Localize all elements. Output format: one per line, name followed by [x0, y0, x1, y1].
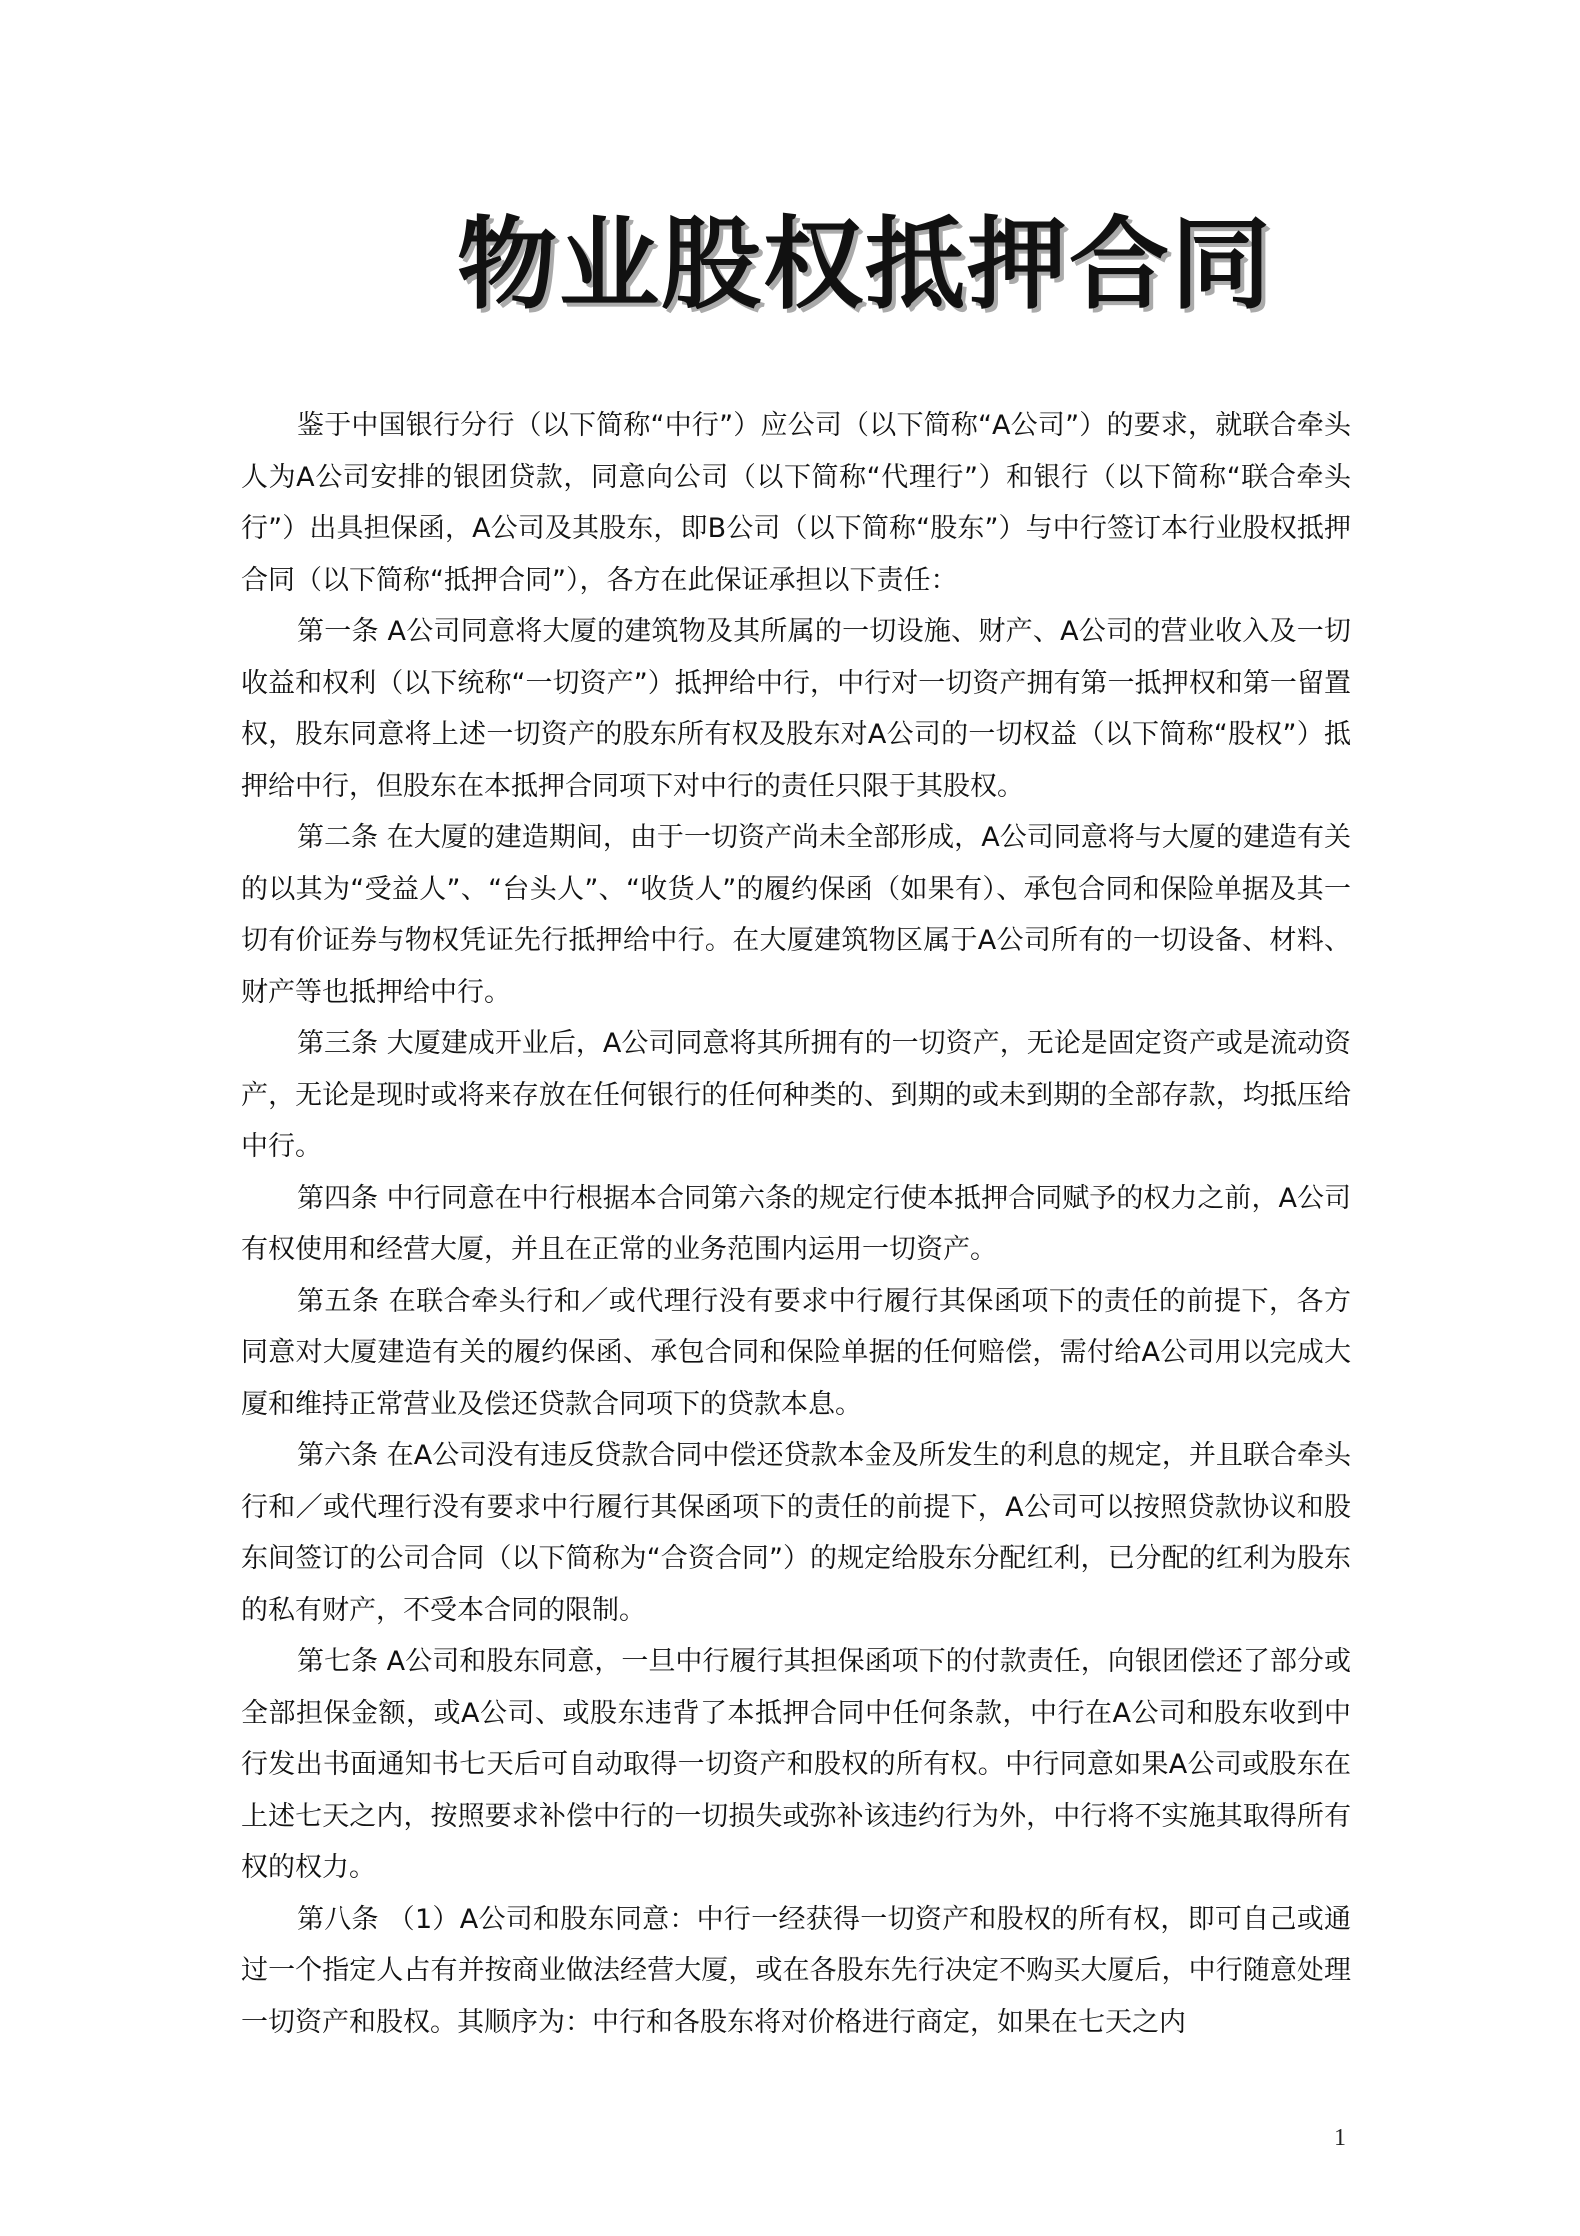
paragraph-article-2: 第二条 在大厦的建造期间，由于一切资产尚未全部形成，A公司同意将与大厦的建造有关的以其为“受益人”、“台头人”、“收货人”的履约保函（如果有）、承包合同和保险单据及其一切有价证券与物权凭证先行抵押给中行。在大厦建筑物区属于A公司所有的一切设备、材料、财产等也抵押给中行。	[241, 822, 1351, 1008]
paragraph-article-5: 第五条 在联合牵头行和／或代理行没有要求中行履行其保函项下的责任的前提下，各方同意对大厦建造有关的履约保函、承包合同和保险单据的任何赔偿，需付给A公司用以完成大厦和维持正常营业及偿还贷款合同项下的贷款本息。	[241, 1285, 1351, 1420]
paragraph-preamble: 鉴于中国银行分行（以下简称“中行”）应公司（以下简称“A公司”）的要求，就联合牵头人为A公司安排的银团贷款，同意向公司（以下简称“代理行”）和银行（以下简称“联合牵头行”）出具担保函，A公司及其股东，即B公司（以下简称“股东”）与中行签订本行业股权抵押合同（以下简称“抵押合同”），各方在此保证承担以下责任：	[241, 410, 1351, 596]
paragraph-article-1: 第一条 A公司同意将大厦的建筑物及其所属的一切设施、财产、A公司的营业收入及一切收益和权利（以下统称“一切资产”）抵押给中行，中行对一切资产拥有第一抵押权和第一留置权，股东同意将上述一切资产的股东所有权及股东对A公司的一切权益（以下简称“股权”）抵押给中行，但股东在本抵押合同项下对中行的责任只限于其股权。	[241, 616, 1351, 802]
paragraph-article-7: 第七条 A公司和股东同意，一旦中行履行其担保函项下的付款责任，向银团偿还了部分或全部担保金额，或A公司、或股东违背了本抵押合同中任何条款，中行在A公司和股东收到中行发出书面通知书七天后可自动取得一切资产和股权的所有权。中行同意如果A公司或股东在上述七天之内，按照要求补偿中行的一切损失或弥补该违约行为外，中行将不实施其取得所有权的权力。	[241, 1646, 1351, 1883]
page-title: 物业股权抵押合同	[457, 206, 1273, 323]
paragraph-article-3: 第三条 大厦建成开业后，A公司同意将其所拥有的一切资产，无论是固定资产或是流动资产，无论是现时或将来存放在任何银行的任何种类的、到期的或未到期的全部存款，均抵压给中行。	[241, 1028, 1351, 1162]
paragraph-article-8: 第八条 （1）A公司和股东同意：中行一经获得一切资产和股权的所有权，即可自己或通过一个指定人占有并按商业做法经营大厦，或在各股东先行决定不购买大厦后，中行随意处理一切资产和股权。其顺序为：中行和各股东将对价格进行商定，如果在七天之内	[241, 1903, 1351, 2038]
paragraph-article-4: 第四条 中行同意在中行根据本合同第六条的规定行使本抵押合同赋予的权力之前，A公司有权使用和经营大厦，并且在正常的业务范围内运用一切资产。	[241, 1182, 1351, 1265]
document-body	[241, 400, 1351, 2048]
page-number: 1	[1334, 2125, 1346, 2151]
paragraph-article-6: 第六条 在A公司没有违反贷款合同中偿还贷款本金及所发生的利息的规定，并且联合牵头行和／或代理行没有要求中行履行其保函项下的责任的前提下，A公司可以按照贷款协议和股东间签订的公司合同（以下简称为“合资合同”）的规定给股东分配红利，已分配的红利为股东的私有财产，不受本合同的限制。	[241, 1440, 1351, 1626]
